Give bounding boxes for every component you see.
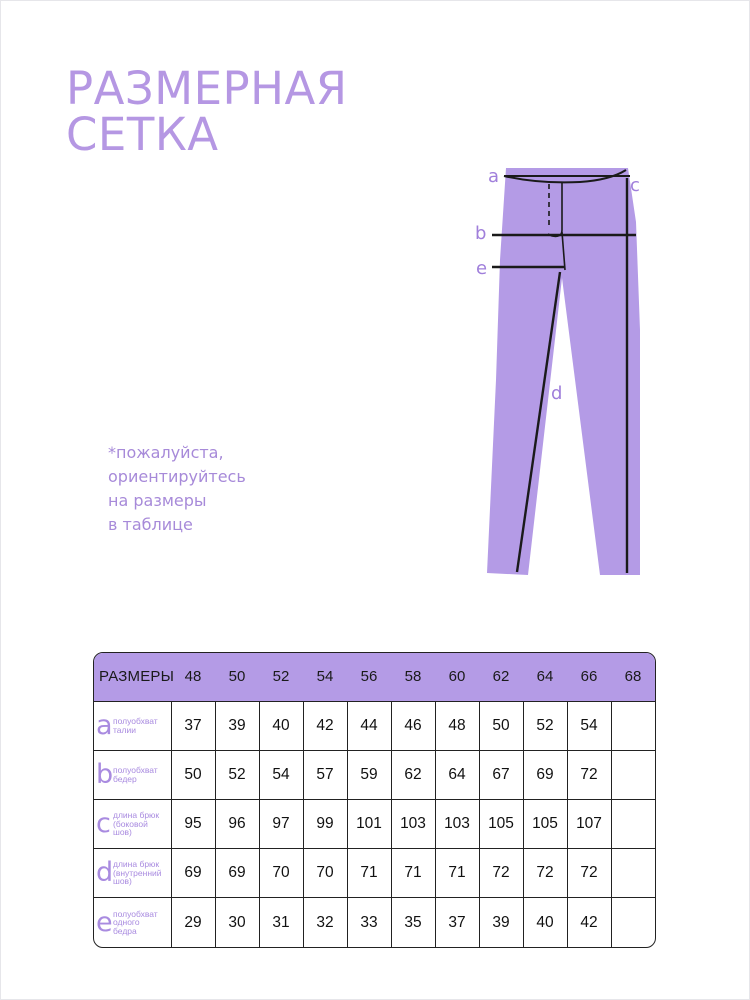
row-header	[94, 898, 171, 947]
row-letter: c	[96, 807, 111, 839]
table-cell: 96	[215, 799, 259, 848]
table-cell: 107	[567, 799, 611, 848]
label-c: c	[630, 175, 640, 196]
table-cell: 62	[391, 750, 435, 799]
size-header: 52	[272, 668, 290, 686]
size-table	[93, 652, 656, 948]
size-note	[108, 441, 308, 537]
table-cell: 105	[479, 799, 523, 848]
row-letter: d	[96, 857, 114, 889]
row-description	[113, 717, 171, 734]
note-line: ориентируйтесь	[108, 467, 246, 486]
table-cell: 31	[259, 898, 303, 947]
desc-line: полуобхват	[113, 716, 158, 727]
size-header: 58	[404, 668, 422, 686]
table-row	[94, 799, 655, 848]
desc-line: длина брюк	[113, 810, 160, 821]
table-cell: 67	[479, 750, 523, 799]
size-header: 60	[448, 668, 466, 686]
row-description	[113, 910, 171, 936]
row-header	[94, 849, 171, 898]
table-cell: 37	[171, 701, 215, 750]
row-header	[94, 799, 171, 848]
size-header: 48	[184, 668, 202, 686]
table-cell: 39	[479, 898, 523, 947]
size-header: 62	[492, 668, 510, 686]
row-letter: b	[96, 758, 114, 790]
table-cell: 50	[479, 701, 523, 750]
desc-line: шов)	[113, 827, 132, 838]
table-cell	[611, 849, 655, 898]
size-header: 56	[360, 668, 378, 686]
table-cell: 30	[215, 898, 259, 947]
desc-line: бедра	[113, 925, 137, 936]
desc-line: одного	[113, 917, 140, 928]
table-cell: 64	[435, 750, 479, 799]
table-cell: 72	[567, 849, 611, 898]
note-line: в таблице	[108, 515, 193, 534]
size-header: 66	[580, 668, 598, 686]
table-cell: 32	[303, 898, 347, 947]
row-header	[94, 701, 171, 750]
table-cell: 33	[347, 898, 391, 947]
note-line: на размеры	[108, 491, 207, 510]
size-header: 64	[536, 668, 554, 686]
table-cell: 97	[259, 799, 303, 848]
label-a: a	[488, 166, 500, 187]
table-cell: 40	[259, 701, 303, 750]
size-header: 50	[228, 668, 246, 686]
table-cell: 44	[347, 701, 391, 750]
title-line-2: СЕТКА	[66, 108, 219, 161]
table-cell: 103	[391, 799, 435, 848]
size-header: 68	[624, 668, 642, 686]
label-e: e	[476, 258, 488, 279]
table-cell	[611, 898, 655, 947]
table-cell: 101	[347, 799, 391, 848]
table-cell: 52	[215, 750, 259, 799]
table-row	[94, 750, 655, 799]
table-cell: 99	[303, 799, 347, 848]
row-letter: e	[96, 906, 113, 938]
row-description	[113, 860, 171, 886]
row-letter: a	[96, 709, 113, 741]
table-cell: 95	[171, 799, 215, 848]
title-line-1: РАЗМЕРНАЯ	[66, 62, 348, 115]
table-cell: 72	[567, 750, 611, 799]
desc-line: талии	[113, 724, 136, 735]
page-title	[66, 62, 348, 161]
table-cell: 37	[435, 898, 479, 947]
size-header: 54	[316, 668, 334, 686]
label-b: b	[475, 223, 487, 244]
table-row	[94, 898, 655, 947]
table-cell: 39	[215, 701, 259, 750]
row-description	[113, 766, 171, 783]
table-cell: 69	[523, 750, 567, 799]
table-cell: 69	[171, 849, 215, 898]
note-line: *пожалуйста,	[108, 443, 224, 462]
table-cell: 103	[435, 799, 479, 848]
row-description	[113, 811, 171, 837]
table-cell	[611, 799, 655, 848]
desc-line: (внутренний	[113, 867, 162, 878]
table-cell: 70	[259, 849, 303, 898]
table-cell: 54	[567, 701, 611, 750]
table-cell	[611, 750, 655, 799]
size-grid	[94, 653, 655, 947]
table-cell: 48	[435, 701, 479, 750]
size-header-row	[94, 653, 655, 701]
table-cell: 42	[303, 701, 347, 750]
table-row	[94, 701, 655, 750]
trousers-silhouette	[487, 168, 640, 575]
table-cell: 72	[523, 849, 567, 898]
table-cell: 72	[479, 849, 523, 898]
table-cell: 59	[347, 750, 391, 799]
table-cell: 46	[391, 701, 435, 750]
table-cell: 57	[303, 750, 347, 799]
desc-line: (боковой	[113, 818, 148, 829]
table-cell: 29	[171, 898, 215, 947]
table-cell: 71	[347, 849, 391, 898]
desc-line: бедер	[113, 773, 137, 784]
table-cell: 70	[303, 849, 347, 898]
table-row	[94, 849, 655, 898]
label-d: d	[551, 383, 563, 404]
desc-line: длина брюк	[113, 859, 160, 870]
table-cell: 42	[567, 898, 611, 947]
table-cell	[611, 701, 655, 750]
row-header	[94, 750, 171, 799]
desc-line: полуобхват	[113, 765, 158, 776]
table-cell: 35	[391, 898, 435, 947]
table-cell: 54	[259, 750, 303, 799]
table-cell: 52	[523, 701, 567, 750]
table-cell: 71	[391, 849, 435, 898]
table-cell: 105	[523, 799, 567, 848]
table-cell: 40	[523, 898, 567, 947]
trousers-diagram	[470, 160, 660, 590]
desc-line: полуобхват	[113, 908, 158, 919]
table-cell: 71	[435, 849, 479, 898]
desc-line: шов)	[113, 876, 132, 887]
table-cell: 69	[215, 849, 259, 898]
table-cell: 50	[171, 750, 215, 799]
sizes-header-label: РАЗМЕРЫ	[99, 668, 175, 686]
